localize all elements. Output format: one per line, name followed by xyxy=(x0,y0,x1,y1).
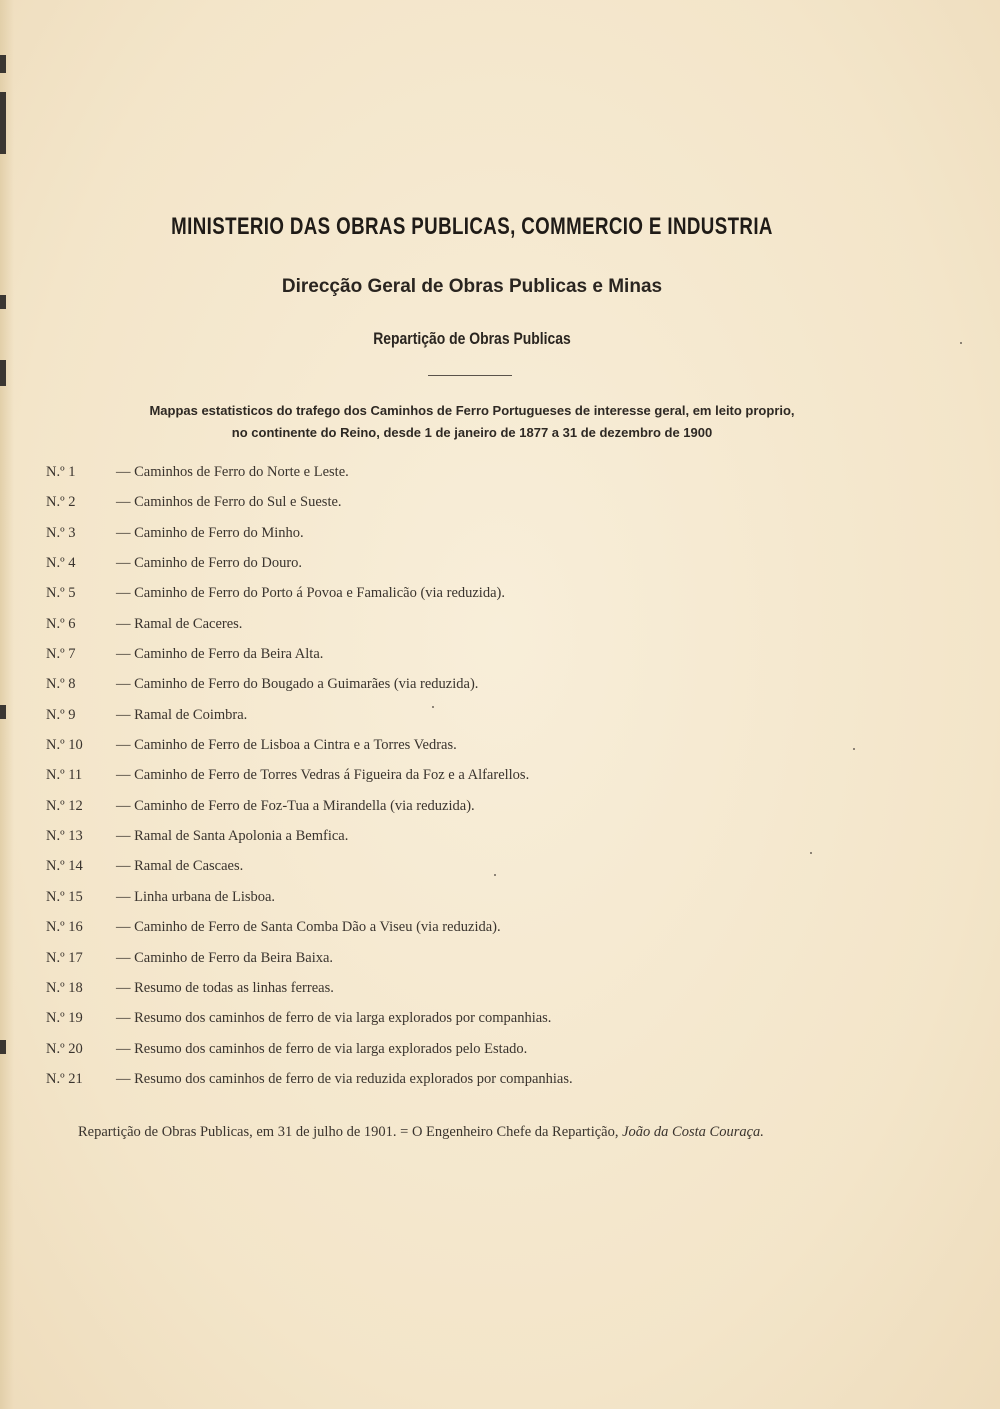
list-item xyxy=(46,674,926,704)
list-item xyxy=(46,1008,926,1038)
item-number: N.º 21 xyxy=(46,1070,83,1087)
item-number: N.º 20 xyxy=(46,1040,83,1057)
item-number: N.º 3 xyxy=(46,524,76,541)
item-number: N.º 15 xyxy=(46,888,83,905)
closing-text: Repartição de Obras Publicas, em 31 de julho de 1901. = O Engenheiro Chefe da Repartição, xyxy=(78,1124,623,1140)
list-item xyxy=(46,523,926,553)
list-item xyxy=(46,492,926,522)
paper-speck xyxy=(960,342,962,344)
list-item xyxy=(46,826,926,856)
item-number: N.º 6 xyxy=(46,615,76,632)
item-text: — Linha urbana de Lisboa. xyxy=(116,888,276,905)
item-text: — Caminho de Ferro da Beira Alta. xyxy=(116,646,324,663)
directorate-subtitle: Direcção Geral de Obras Publicas e Minas xyxy=(281,276,663,297)
item-text: — Caminho de Ferro de Santa Comba Dão a Viseu (via reduzida). xyxy=(116,919,501,936)
binding-mark xyxy=(0,55,6,73)
list-item xyxy=(46,1039,926,1069)
item-text: — Resumo dos caminhos de ferro de via larga explorados pelo Estado. xyxy=(116,1040,528,1057)
binding-mark xyxy=(0,92,6,154)
item-number: N.º 13 xyxy=(46,828,83,845)
intro-paragraph xyxy=(90,400,854,444)
paper-speck xyxy=(494,874,496,876)
binding-mark xyxy=(0,705,6,719)
list-item xyxy=(46,583,926,613)
item-text: — Ramal de Cascaes. xyxy=(116,858,244,875)
item-number: N.º 11 xyxy=(46,767,83,784)
list-item xyxy=(46,1069,926,1099)
binding-mark xyxy=(0,1040,6,1054)
item-number: N.º 16 xyxy=(46,919,83,936)
item-number: N.º 9 xyxy=(46,706,76,723)
paper-speck xyxy=(853,748,855,750)
item-number: N.º 10 xyxy=(46,737,83,754)
item-text: — Resumo dos caminhos de ferro de via larga explorados por companhias. xyxy=(116,1010,552,1027)
item-text: — Caminho de Ferro de Foz-Tua a Mirandella (via reduzida). xyxy=(116,797,475,814)
divider xyxy=(428,375,512,376)
list-item xyxy=(46,948,926,978)
list-item xyxy=(46,553,926,583)
maps-list xyxy=(46,462,926,1099)
list-item xyxy=(46,978,926,1008)
item-text: — Caminho de Ferro do Bougado a Guimarães (via reduzida). xyxy=(116,676,479,693)
engineer-signature: João da Costa Couraça. xyxy=(622,1124,764,1140)
list-item xyxy=(46,614,926,644)
list-item xyxy=(46,796,926,826)
list-item xyxy=(46,735,926,765)
department-heading: Repartição de Obras Publicas xyxy=(373,329,571,348)
item-number: N.º 12 xyxy=(46,797,83,814)
item-number: N.º 4 xyxy=(46,555,76,572)
item-number: N.º 7 xyxy=(46,646,76,663)
item-number: N.º 1 xyxy=(46,464,76,480)
item-text: — Caminho de Ferro do Minho. xyxy=(116,524,304,541)
item-text: — Ramal de Santa Apolonia a Bemfica. xyxy=(116,828,349,845)
item-number: N.º 19 xyxy=(46,1010,83,1027)
paper-speck xyxy=(810,852,812,854)
list-item xyxy=(46,462,926,492)
item-text: — Ramal de Caceres. xyxy=(116,615,243,632)
list-item xyxy=(46,705,926,735)
list-item xyxy=(46,644,926,674)
item-text: — Caminho de Ferro de Torres Vedras á Figueira da Foz e a Alfarellos. xyxy=(116,767,530,784)
item-text: — Caminhos de Ferro do Sul e Sueste. xyxy=(116,494,342,511)
list-item xyxy=(46,887,926,917)
item-text: — Caminhos de Ferro do Norte e Leste. xyxy=(116,464,349,480)
intro-line-1: Mappas estatisticos do trafego dos Caminhos de Ferro Portugueses de interesse geral, em leito proprio, xyxy=(149,403,795,418)
item-number: N.º 2 xyxy=(46,494,76,511)
item-text: — Resumo dos caminhos de ferro de via reduzida explorados por companhias. xyxy=(116,1070,573,1087)
item-text: — Caminho de Ferro de Lisboa a Cintra e a Torres Vedras. xyxy=(116,737,457,754)
item-number: N.º 18 xyxy=(46,979,83,996)
item-text: — Resumo de todas as linhas ferreas. xyxy=(116,979,334,996)
list-item xyxy=(46,856,926,886)
item-text: — Caminho de Ferro do Douro. xyxy=(116,555,303,572)
binding-mark xyxy=(0,360,6,386)
item-number: N.º 14 xyxy=(46,858,83,875)
closing-statement xyxy=(46,1124,906,1141)
list-item xyxy=(46,765,926,795)
item-text: — Caminho de Ferro do Porto á Povoa e Famalicão (via reduzida). xyxy=(116,585,505,602)
list-item xyxy=(46,917,926,947)
ministry-title: MINISTERIO DAS OBRAS PUBLICAS, COMMERCIO E INDUSTRIA xyxy=(171,213,773,240)
intro-line-2: no continente do Reino, desde 1 de janeiro de 1877 a 31 de dezembro de 1900 xyxy=(231,425,713,440)
item-number: N.º 17 xyxy=(46,949,83,966)
item-text: — Ramal de Coimbra. xyxy=(116,706,248,723)
item-number: N.º 8 xyxy=(46,676,76,693)
item-number: N.º 5 xyxy=(46,585,76,602)
item-text: — Caminho de Ferro da Beira Baixa. xyxy=(116,949,334,966)
paper-speck xyxy=(432,706,434,708)
